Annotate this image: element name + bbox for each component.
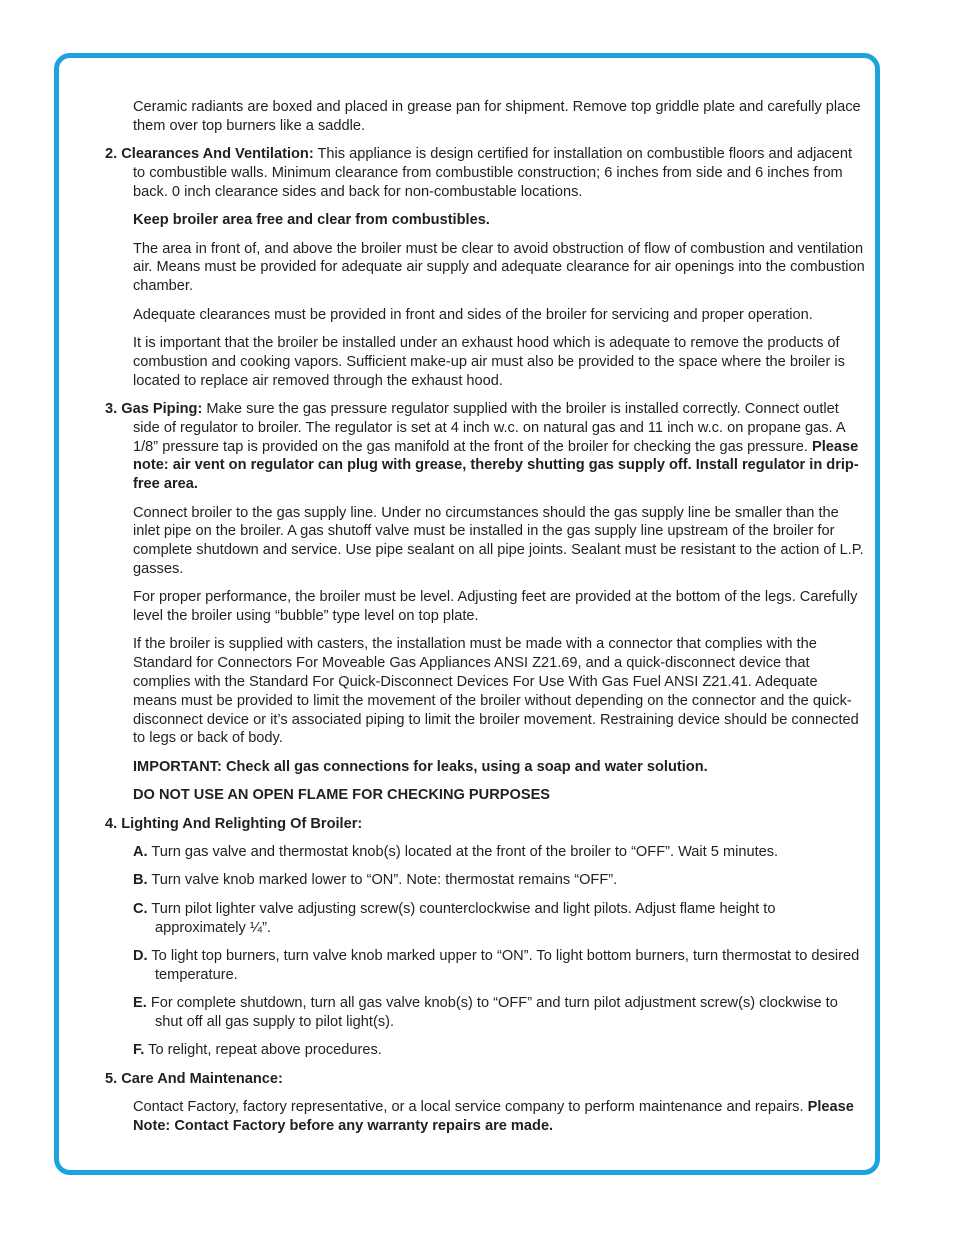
gas-piping-paragraph-2: For proper performance, the broiler must be level. Adjusting feet are provided at the bottom of the legs. Carefully level the broiler using “bubble” type level on top plate. (133, 589, 858, 625)
lighting-step-f: F. To relight, repeat above procedures. (133, 1042, 382, 1059)
regulator-note: Please note: air vent on regulator can plug with grease, thereby shutting gas supply off. Install regulator in drip-free area. (133, 438, 859, 493)
gas-piping-paragraph-3: If the broiler is supplied with casters, the installation must be made with a connector that complies with the Standard for Connectors For Moveable Gas Appliances ANSI Z21.69, and a quick-disconnect device that complies with the Standard For Quick-Disconnect Devices For Use With Gas Fuel ANSI Z21.41. Adequate means must be provided to limit the movement of the broiler without depending on the connector and the quick-disconnect device or it’s associated piping to limit the broiler movement. Restraining device should be connected to legs or back of body. (133, 636, 859, 747)
no-open-flame-warning: DO NOT USE AN OPEN FLAME FOR CHECKING PURPOSES (133, 787, 551, 804)
care-paragraph (105, 1098, 865, 1136)
intro-paragraph: Ceramic radiants are boxed and placed in grease pan for shipment. Remove top griddle plate and carefully place them over top burners like a saddle. (133, 99, 861, 134)
clearances-heading: 2. Clearances And Ventilation: (105, 146, 314, 163)
lighting-heading: 4. Lighting And Relighting Of Broiler: (105, 815, 363, 832)
clearances-paragraph-1: The area in front of, and above the broiler must be clear to avoid obstruction of flow of combustion and ventilation air. Means must be provided for adequate air supply and adequate clearance for air openings into the combustion chamber. (133, 240, 865, 295)
gas-piping-section (105, 400, 865, 494)
clearances-body: This appliance is design certified for installation on combustible floors and adjacent to combustible walls. Minimum clearance from combustible construction; 6 inches from side and 6 inches from back. 0 inch clearance sides and back for non-combustable locations. (133, 146, 853, 200)
gas-piping-heading: 3. Gas Piping: (105, 400, 203, 417)
warranty-note: Please Note: Contact Factory before any warranty repairs are made. (133, 1099, 854, 1134)
clearances-paragraph-2: Adequate clearances must be provided in front and sides of the broiler for servicing and proper operation. (133, 306, 813, 323)
gas-piping-paragraph-1: Connect broiler to the gas supply line. Under no circumstances should the gas supply line be smaller than the inlet pipe on the broiler. A gas shutoff valve must be installed in the gas supply line upstream of the broiler for complete shutdown and service. Use pipe sealant on all pipe joints. Sealant must be resistant to the action of L.P. gasses. (133, 504, 864, 577)
clearances-section (105, 145, 865, 201)
care-body: Contact Factory, factory representative, or a local service company to perform maintenance and repairs. (133, 1099, 808, 1116)
lighting-step-d: D. To light top burners, turn valve knob marked upper to “ON”. To light bottom burners, turn thermostat to desired temperature. (133, 947, 860, 983)
lighting-step-b: B. Turn valve knob marked lower to “ON”. Note: thermostat remains “OFF”. (133, 872, 618, 889)
lighting-step-a: A. Turn gas valve and thermostat knob(s) located at the front of the broiler to “OFF”. Wait 5 minutes. (133, 844, 779, 861)
clearances-paragraph-3: It is important that the broiler be installed under an exhaust hood which is adequate to remove the products of combustion and cooking vapors. Sufficient make-up air must also be provided to the space where the broiler is located to replace air removed through the exhaust hood. (133, 334, 845, 389)
combustibles-warning: Keep broiler area free and clear from combustibles. (133, 212, 490, 229)
gas-piping-body: Make sure the gas pressure regulator supplied with the broiler is installed correctly. Connect outlet side of regulator to broiler. The regulator is set at 4 inch w.c. on natural gas and 11 inch w.c. on propane gas. A 1/8” pressure tap is provided on the gas manifold at the front of the broiler for checking the gas pressure. (133, 400, 845, 455)
lighting-step-c: C. Turn pilot lighter valve adjusting screw(s) counterclockwise and light pilots. Adjust flame height to approximately ¼”. (133, 900, 776, 936)
leak-check-important: IMPORTANT: Check all gas connections for leaks, using a soap and water solution. (133, 758, 708, 775)
document-body (105, 98, 865, 1145)
care-heading: 5. Care And Maintenance: (105, 1070, 283, 1087)
lighting-step-e: E. For complete shutdown, turn all gas valve knob(s) to “OFF” and turn pilot adjustment screw(s) clockwise to shut off all gas supply to pilot light(s). (133, 995, 838, 1030)
